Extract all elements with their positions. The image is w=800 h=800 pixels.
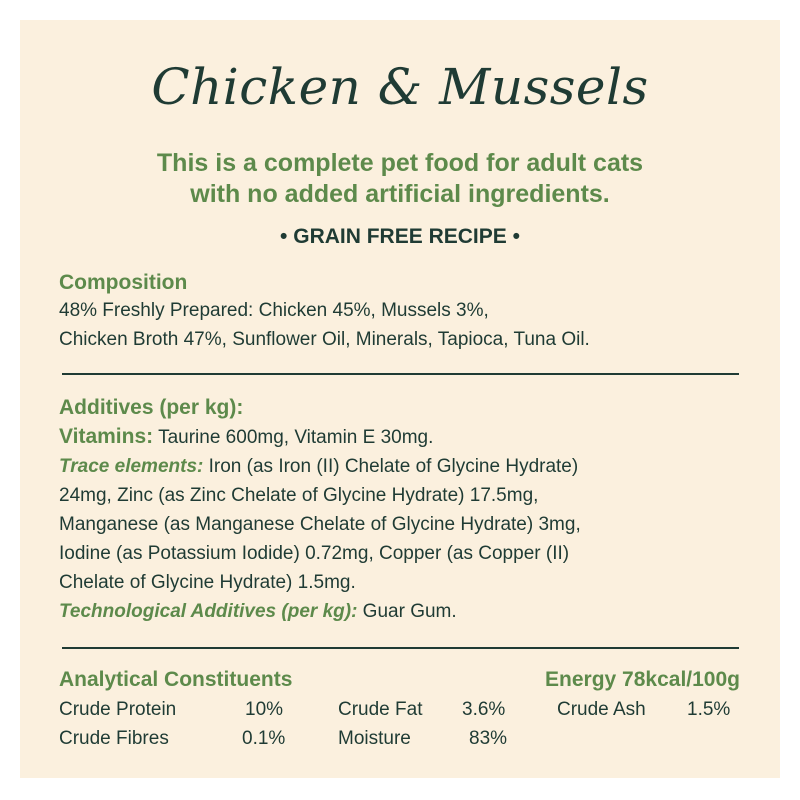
composition-heading: Composition bbox=[59, 271, 188, 294]
crude-ash-label: Crude Ash bbox=[557, 699, 646, 720]
crude-ash-value: 1.5% bbox=[687, 699, 731, 720]
vitamins-line bbox=[59, 422, 581, 452]
crude-fat-label: Crude Fat bbox=[338, 699, 423, 720]
technological-additives-line bbox=[59, 597, 581, 626]
vitamins-label: Vitamins: bbox=[59, 425, 154, 448]
trace-elements-line: Iodine (as Potassium Iodide) 0.72mg, Copper (as Copper (II) bbox=[59, 543, 570, 564]
composition-line: Chicken Broth 47%, Sunflower Oil, Minerals, Tapioca, Tuna Oil. bbox=[59, 329, 590, 350]
product-description bbox=[0, 148, 800, 210]
additives-heading: Additives (per kg): bbox=[59, 396, 244, 419]
crude-fibres-value: 0.1% bbox=[242, 728, 286, 749]
divider bbox=[62, 373, 739, 375]
trace-elements-line: Chelate of Glycine Hydrate) 1.5mg. bbox=[59, 572, 356, 593]
technological-additives-label: Technological Additives (per kg): bbox=[59, 601, 358, 622]
additives-text bbox=[59, 422, 581, 626]
trace-elements-label: Trace elements: bbox=[59, 456, 204, 477]
crude-protein-value: 10% bbox=[245, 699, 284, 720]
trace-elements-text: Iron (as Iron (II) Chelate of Glycine Hydrate) bbox=[203, 456, 579, 477]
analytical-heading: Analytical Constituents bbox=[59, 668, 293, 691]
divider bbox=[62, 647, 739, 649]
vitamins-text: Taurine 600mg, Vitamin E 30mg. bbox=[153, 427, 434, 448]
grain-free-badge: • GRAIN FREE RECIPE • bbox=[280, 225, 520, 248]
trace-elements-line: 24mg, Zinc (as Zinc Chelate of Glycine Hydrate) 17.5mg, bbox=[59, 485, 539, 506]
energy-value: Energy 78kcal/100g bbox=[545, 668, 740, 691]
moisture-value: 83% bbox=[469, 728, 508, 749]
composition-text bbox=[59, 296, 590, 354]
crude-protein-label: Crude Protein bbox=[59, 699, 177, 720]
composition-line: 48% Freshly Prepared: Chicken 45%, Mussels 3%, bbox=[59, 300, 489, 321]
product-title: Chicken & Mussels bbox=[151, 58, 649, 116]
technological-additives-text: Guar Gum. bbox=[357, 601, 457, 622]
description-line: This is a complete pet food for adult cats bbox=[156, 149, 644, 177]
trace-elements-line bbox=[59, 452, 581, 481]
description-line: with no added artificial ingredients. bbox=[190, 180, 610, 208]
crude-fibres-label: Crude Fibres bbox=[59, 728, 169, 749]
crude-fat-value: 3.6% bbox=[462, 699, 506, 720]
moisture-label: Moisture bbox=[338, 728, 411, 749]
trace-elements-line: Manganese (as Manganese Chelate of Glycine Hydrate) 3mg, bbox=[59, 514, 581, 535]
analytical-header bbox=[59, 668, 740, 696]
